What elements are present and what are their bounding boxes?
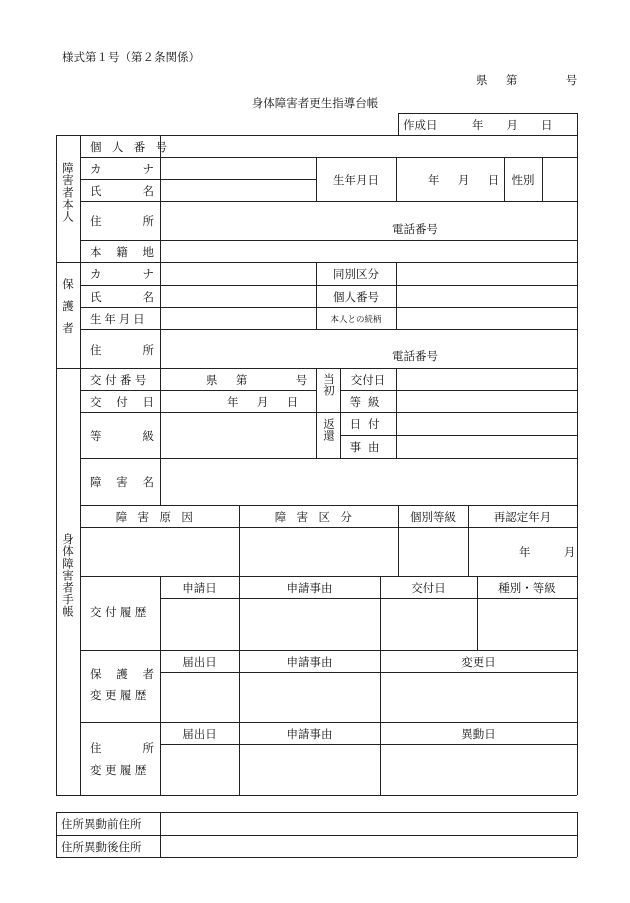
section-label-guardian: 保護者 [61, 278, 75, 344]
label-kana: カ ナ [90, 162, 154, 176]
label-relation: 本人との続柄 [330, 315, 382, 325]
label-initial: 当初 [322, 373, 336, 396]
label-guardian-address: 住 所 [90, 343, 154, 357]
address-history-col-move-date: 異動日 [461, 727, 496, 741]
label-guardian-history-2: 変更履歴 [90, 688, 150, 702]
label-address-before: 住所異動前住所 [61, 817, 142, 831]
label-guardian-kana: カ ナ [90, 267, 154, 281]
section-label-certificate: 身体障害者手帳 [61, 533, 75, 618]
issue-number-value: 県 第 号 [206, 373, 311, 387]
label-guardian-individual-number: 個人番号 [333, 290, 379, 304]
issue-history-col-type-grade: 種別・等級 [498, 581, 556, 595]
label-address-history-1: 住 所 [90, 741, 154, 755]
address-history-col-report-date: 届出日 [182, 727, 217, 741]
label-issue-history: 交付履歴 [90, 605, 150, 619]
label-returned: 返還 [322, 418, 336, 441]
label-returned-reason: 事由 [349, 440, 387, 454]
label-initial-grade: 等級 [349, 395, 387, 409]
guidance-ledger-form [56, 0, 577, 903]
label-issue-date: 交 付 日 [90, 395, 154, 409]
label-returned-date: 日付 [349, 417, 387, 431]
created-date: 作成日 年 月 日 [403, 118, 553, 132]
label-guardian-history-1: 保 護 者 [90, 667, 154, 681]
prefecture-number: 県 第 号 [476, 73, 581, 87]
label-name: 氏 名 [90, 184, 154, 198]
label-guardian-name: 氏 名 [90, 290, 154, 304]
recert-value: 年 月 [519, 545, 579, 559]
birthdate-ymd: 年 月 日 [428, 173, 503, 187]
label-individual-grade: 個別等級 [410, 510, 456, 524]
label-address: 住 所 [90, 214, 154, 228]
label-cohabit: 同別区分 [333, 267, 379, 281]
label-guardian-phone: 電話番号 [392, 349, 438, 363]
form-number-label: 様式第１号（第２条関係） [62, 50, 200, 64]
label-sex: 性別 [511, 173, 535, 187]
issue-date-value: 年 月 日 [227, 395, 302, 409]
address-history-col-reason: 申請事由 [286, 727, 333, 741]
label-grade: 等 級 [90, 429, 154, 443]
label-address-after: 住所異動後住所 [61, 840, 142, 854]
label-category: 障害区分 [274, 510, 363, 524]
page-title: 身体障害者更生指導台帳 [251, 96, 379, 110]
label-domicile: 本 籍 地 [90, 245, 154, 259]
label-birthdate: 生年月日 [333, 173, 379, 187]
guardian-history-col-report-date: 届出日 [182, 655, 217, 669]
label-individual-number: 個人番号 [90, 140, 178, 154]
label-address-history-2: 変更履歴 [90, 763, 150, 777]
issue-history-col-issue-date: 交付日 [411, 581, 446, 595]
issue-history-col-reason: 申請事由 [286, 581, 333, 595]
label-issue-number: 交付番号 [90, 373, 150, 387]
label-recert: 再認定年月 [493, 510, 552, 524]
guardian-history-col-reason: 申請事由 [286, 655, 333, 669]
label-phone: 電話番号 [392, 222, 438, 236]
label-disability-name: 障 害 名 [90, 475, 154, 489]
guardian-history-col-change-date: 変更日 [461, 655, 496, 669]
label-cause: 障害原因 [115, 510, 204, 524]
label-initial-issue-date: 交付日 [350, 373, 386, 387]
label-guardian-birthdate: 生年月日 [90, 312, 148, 326]
section-label-person: 障害者本人 [61, 162, 75, 223]
issue-history-col-apply-date: 申請日 [182, 581, 217, 595]
